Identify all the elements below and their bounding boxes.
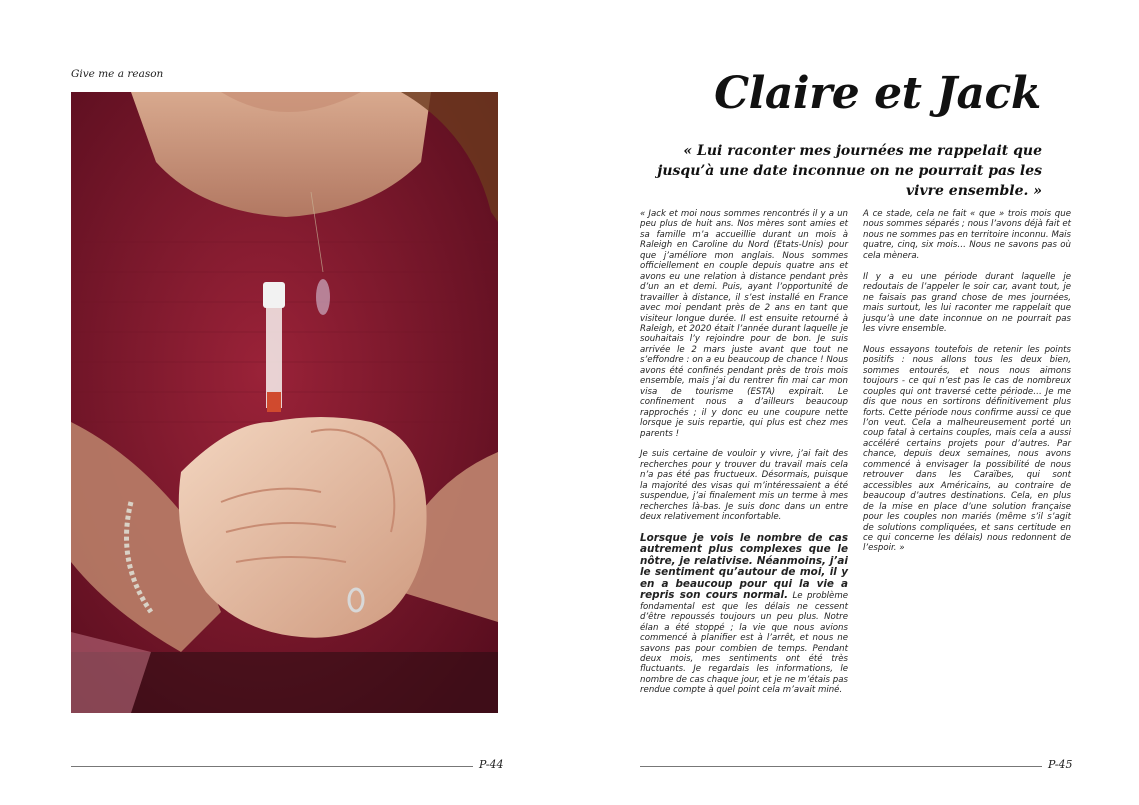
paragraph: A ce stade, cela ne fait « que » trois mois que nous sommes séparés ; nous l’avons déjà fait et nous ne sommes pas en territoire inconnu. Mais quatre, cinq, six mois… Nous ne savons pas où cela mènera. bbox=[863, 209, 1071, 261]
paragraph-rest: Le problème fondamental est que les délais ne cessent d’être repoussés toujours un peu plus. Notre élan a été stoppé ; la vie que nous avions commencé à planifier est à l’arrêt, et nous ne savons pas pour combien de temps. Pendant deux mois, mes sentiments ont été très fluctuants. Je regardais les informations, le nombre de cas chaque jour, et je ne m’étais pas rendue compte à quel point cela m’avait miné. bbox=[640, 591, 848, 696]
pull-quote: « Lui raconter mes journées me rappelait que jusqu’à une date inconnue on ne pourrait pas les vivre ensemble. » bbox=[657, 143, 1042, 199]
paragraph: Nous essayons toutefois de retenir les points positifs : nous allons tous les deux bien, sommes entourés, et nous nous aimons toujours - ce qui n’est pas le cas de nombreux couples qui ont traversé cette période… Je me dis que nous en sortirons définitivement plus forts. Cette période nous confirme aussi ce que l’on veut. Cela a malheureusement porté un coup fatal à certains couples, mais cela a aussi accéléré certains projets pour d’autres. Par chance, depuis deux semaines, nous avons commencé à envisager la possibilité de nous retrouver dans les Caraïbes, qui sont accessibles aux Américains, au contraire de beaucoup d’autres destinations. Cela, en plus de la mise en place d’une solution française pour les couples non mariés (même s’il s’agit de solutions compliquées, et sans certitude en ce qui concerne les délais) nous redonnent de l’espoir. » bbox=[863, 344, 1071, 554]
portrait-photo bbox=[71, 92, 498, 713]
footer-rule-right bbox=[640, 766, 1042, 767]
portrait-photo-icon bbox=[71, 92, 498, 713]
article-title: Claire et Jack bbox=[714, 68, 1041, 119]
page-number-right: P-45 bbox=[1048, 758, 1073, 771]
text-column-left bbox=[640, 209, 848, 706]
text-column-right bbox=[863, 209, 1071, 564]
running-head: Give me a reason bbox=[71, 68, 164, 80]
paragraph bbox=[640, 533, 848, 696]
footer-rule-left bbox=[71, 766, 473, 767]
page-number-left: P-44 bbox=[479, 758, 504, 771]
paragraph: « Jack et moi nous sommes rencontrés il y a un peu plus de huit ans. Nos mères sont amies et sa famille m’a accueillie durant un mois à Raleigh en Caroline du Nord (Etats-Unis) pour que j’améliore mon anglais. Nous sommes officiellement en couple depuis quatre ans et avons eu une relation à distance pendant près d’un an et demi. Puis, ayant l’opportunité de travailler à distance, il s’est installé en France avec moi pendant près de 2 ans en tant que visiteur longue durée. Il est ensuite retourné à Raleigh, et 2020 était l’année durant laquelle je souhaitais l’y rejoindre pour de bon. Je suis arrivée le 2 mars juste avant que tout ne s’effondre : on a eu beaucoup de chance ! Nous avons été confinés pendant près de trois mois ensemble, mais j’ai du rentrer fin mai car mon visa de tourisme (ESTA) expirait. Le confinement nous a d’ailleurs beaucoup rapprochés ; il y donc eu une coupure nette lorsque je suis repartie, qui plus est chez mes parents ! bbox=[640, 209, 848, 439]
paragraph: Il y a eu une période durant laquelle je redoutais de l’appeler le soir car, avant tout, je ne faisais pas grand chose de mes journées, mais surtout, les lui raconter me rappelait que jusqu’à une date inconnue on ne pourrait pas les vivre ensemble. bbox=[863, 271, 1071, 334]
paragraph: Je suis certaine de vouloir y vivre, j’ai fait des recherches pour y trouver du travail mais cela n’a pas été pas fructueux. Désormais, puisque la majorité des visas qui m’intéressaient a été suspendue, j’ai finalement mis un terme à mes recherches là-bas. Je suis donc dans un entre deux relativement inconfortable. bbox=[640, 449, 848, 523]
bold-lead-text: Lorsque je vois le nombre de cas autrement plus complexes que le nôtre, je relativise. Néanmoins, j’ai le sentiment qu’autour de moi, il y en a beaucoup pour qui la vie a repris son cours normal. bbox=[640, 532, 848, 602]
